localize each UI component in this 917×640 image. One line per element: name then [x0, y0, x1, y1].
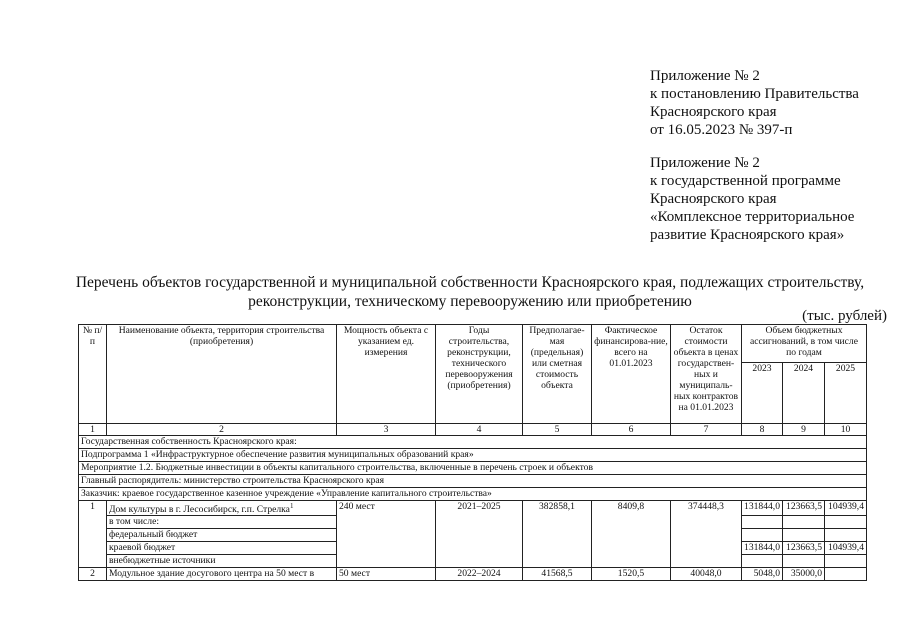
column-number: 6 — [592, 424, 671, 436]
header-budget: Объем бюджетных ассигнований, в том числе по годам — [742, 325, 867, 363]
table-row — [79, 501, 867, 516]
header-year-2025: 2025 — [825, 363, 867, 424]
object-capacity: 240 мест — [337, 501, 436, 568]
column-number: 9 — [783, 424, 825, 436]
appendix-line: развитие Красноярского края» — [650, 227, 845, 243]
value-2025: 104939,4 — [825, 501, 867, 516]
header-actual-financing: Фактическое финансирова-ние, всего на 01.01.2023 — [592, 325, 671, 424]
header-capacity: Мощность объекта с указанием ед. измерения — [337, 325, 436, 424]
funding-source: краевой бюджет — [107, 542, 337, 555]
value-2025 — [825, 516, 867, 529]
funding-source: федеральный бюджет — [107, 529, 337, 542]
object-name-text: Дом культуры в г. Лесосибирск, г.п. Стрелка — [109, 504, 290, 516]
value-2025 — [825, 529, 867, 542]
object-name — [107, 501, 337, 516]
footnote-mark: 1 — [289, 502, 294, 510]
object-estimated-cost: 382858,1 — [523, 501, 592, 568]
units-label: (тыс. рублей) — [802, 308, 887, 324]
section-row: Заказчик: краевое государственное казенное учреждение «Управление капитального строительства» — [79, 488, 867, 501]
object-remaining-cost: 40048,0 — [671, 568, 742, 581]
column-number: 7 — [671, 424, 742, 436]
column-number: 1 — [79, 424, 107, 436]
column-number: 5 — [523, 424, 592, 436]
appendix-line: «Комплексное территориальное — [650, 209, 855, 225]
section-row: Мероприятие 1.2. Бюджетные инвестиции в объекты капитального строительства, включенные в перечень строек и объектов — [79, 462, 867, 475]
document-title — [60, 273, 880, 311]
value-2024 — [783, 555, 825, 568]
table-row — [79, 568, 867, 581]
column-number: 10 — [825, 424, 867, 436]
object-actual-financing: 8409,8 — [592, 501, 671, 568]
title-line-2: реконструкции, техническому перевооружению или приобретению — [248, 293, 692, 310]
row-number: 1 — [79, 501, 107, 568]
value-2025 — [825, 568, 867, 581]
value-2025: 104939,4 — [825, 542, 867, 555]
column-number-row — [79, 424, 867, 436]
value-2023: 5048,0 — [742, 568, 783, 581]
section-row: Государственная собственность Красноярского края: — [79, 436, 867, 449]
appendix-line: от 16.05.2023 № 397-п — [650, 122, 793, 138]
object-estimated-cost: 41568,5 — [523, 568, 592, 581]
objects-table — [78, 324, 867, 581]
title-line-1: Перечень объектов государственной и муниципальной собственности Красноярского края, подлежащих строительству, — [75, 274, 865, 291]
value-2024: 35000,0 — [783, 568, 825, 581]
object-name: Модульное здание досугового центра на 50 мест в — [107, 568, 337, 581]
appendix-line: Красноярского края — [650, 104, 777, 120]
header-estimated-cost: Предполагае-мая (предельная) или сметная стоимость объекта — [523, 325, 592, 424]
section-row: Подпрограмма 1 «Инфраструктурное обеспечение развития муниципальных образований края» — [79, 449, 867, 462]
appendix-line: к постановлению Правительства — [650, 86, 859, 102]
value-2024: 123663,5 — [783, 542, 825, 555]
header-name: Наименование объекта, территория строительства (приобретения) — [107, 325, 337, 424]
header-year-2023: 2023 — [742, 363, 783, 424]
header-no: № п/п — [79, 325, 107, 424]
column-number: 8 — [742, 424, 783, 436]
funding-source: в том числе: — [107, 516, 337, 529]
column-number: 4 — [436, 424, 523, 436]
appendix-block-program — [650, 154, 854, 244]
value-2024 — [783, 516, 825, 529]
column-number: 2 — [107, 424, 337, 436]
object-capacity: 50 мест — [337, 568, 436, 581]
section-row: Главный распорядитель: министерство строительства Красноярского края — [79, 475, 867, 488]
appendix-block-resolution — [650, 67, 859, 139]
header-years: Годы строительства, реконструкции, технического перевооружения (приобретения) — [436, 325, 523, 424]
appendix-line: Приложение № 2 — [650, 68, 760, 84]
object-remaining-cost: 374448,3 — [671, 501, 742, 568]
object-years: 2022–2024 — [436, 568, 523, 581]
value-2025 — [825, 555, 867, 568]
header-year-2024: 2024 — [783, 363, 825, 424]
object-actual-financing: 1520,5 — [592, 568, 671, 581]
value-2024: 123663,5 — [783, 501, 825, 516]
funding-source: внебюджетные источники — [107, 555, 337, 568]
appendix-line: к государственной программе — [650, 173, 841, 189]
value-2023: 131844,0 — [742, 542, 783, 555]
value-2024 — [783, 529, 825, 542]
header-remaining-cost: Остаток стоимости объекта в ценах государствен-ных и муниципаль-ных контрактов на 01.01.2023 — [671, 325, 742, 424]
column-number: 3 — [337, 424, 436, 436]
object-years: 2021–2025 — [436, 501, 523, 568]
value-2023: 131844,0 — [742, 501, 783, 516]
value-2023 — [742, 529, 783, 542]
value-2023 — [742, 516, 783, 529]
appendix-line: Красноярского края — [650, 191, 777, 207]
value-2023 — [742, 555, 783, 568]
appendix-line: Приложение № 2 — [650, 155, 760, 171]
row-number: 2 — [79, 568, 107, 581]
